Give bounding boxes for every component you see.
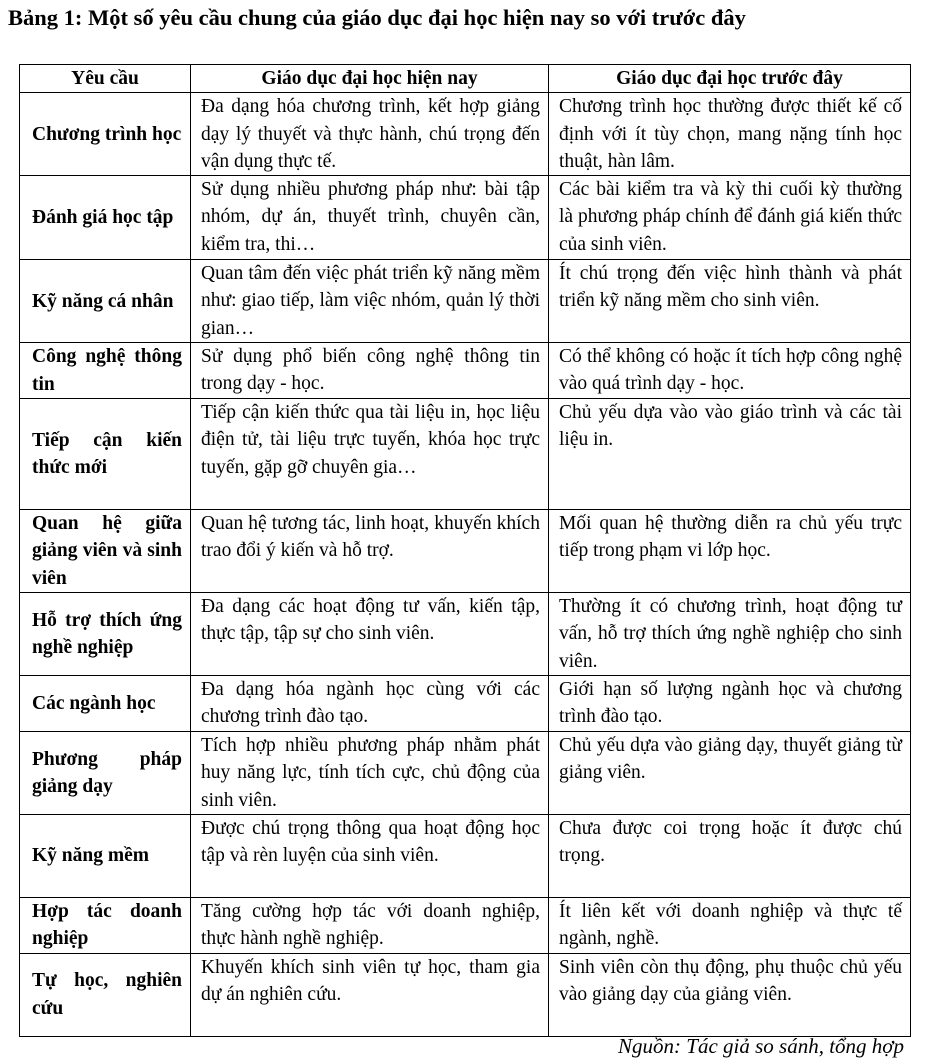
previous-cell: Có thể không có hoặc ít tích hợp công nghệ vào quá trình dạy - học. (549, 343, 911, 399)
current-cell: Đa dạng hóa chương trình, kết hợp giảng dạy lý thuyết và thực hành, chú trọng đến vận dụng thực tế. (191, 93, 549, 176)
table-row (20, 399, 911, 510)
previous-cell: Giới hạn số lượng ngành học và chương trình đào tạo. (549, 675, 911, 731)
table-row (20, 953, 911, 1036)
table-row (20, 675, 911, 731)
previous-cell: Sinh viên còn thụ động, phụ thuộc chủ yếu vào giảng dạy của giảng viên. (549, 953, 911, 1036)
current-cell: Sử dụng nhiều phương pháp như: bài tập nhóm, dự án, thuyết trình, chuyên cần, kiểm tra, thi… (191, 176, 549, 260)
table-row (20, 260, 911, 343)
table-row (20, 93, 911, 176)
previous-cell: Chưa được coi trọng hoặc ít được chú trọng. (549, 814, 911, 897)
current-cell: Quan tâm đến việc phát triển kỹ năng mềm như: giao tiếp, làm việc nhóm, quản lý thời gian… (191, 260, 549, 343)
requirement-cell: Hợp tác doanh nghiệp (20, 897, 191, 953)
requirement-cell: Quan hệ giữa giảng viên và sinh viên (20, 510, 191, 593)
previous-cell: Chủ yếu dựa vào giảng dạy, thuyết giảng từ giảng viên. (549, 731, 911, 814)
current-cell: Tăng cường hợp tác với doanh nghiệp, thực hành nghề nghiệp. (191, 897, 549, 953)
previous-cell: Chương trình học thường được thiết kế cố định với ít tùy chọn, mang nặng tính học thuật, hàn lâm. (549, 93, 911, 176)
table-title: Bảng 1: Một số yêu cầu chung của giáo dục đại học hiện nay so với trước đây (8, 5, 746, 30)
header-requirement: Yêu cầu (20, 65, 191, 93)
requirement-cell: Công nghệ thông tin (20, 343, 191, 399)
requirement-cell: Đánh giá học tập (20, 176, 191, 260)
current-cell: Đa dạng các hoạt động tư vấn, kiến tập, thực tập, tập sự cho sinh viên. (191, 593, 549, 676)
previous-cell: Mối quan hệ thường diễn ra chủ yếu trực tiếp trong phạm vi lớp học. (549, 510, 911, 593)
requirement-cell: Tiếp cận kiến thức mới (20, 399, 191, 510)
requirement-cell: Hỗ trợ thích ứng nghề nghiệp (20, 593, 191, 676)
requirement-cell: Tự học, nghiên cứu (20, 953, 191, 1036)
previous-cell: Các bài kiểm tra và kỳ thi cuối kỳ thường là phương pháp chính để đánh giá kiến thức của sinh viên. (549, 176, 911, 260)
current-cell: Sử dụng phổ biến công nghệ thông tin trong dạy - học. (191, 343, 549, 399)
table-row (20, 176, 911, 260)
source-note: Nguồn: Tác giả so sánh, tổng hợp (618, 1034, 904, 1058)
current-cell: Được chú trọng thông qua hoạt động học tập và rèn luyện của sinh viên. (191, 814, 549, 897)
table-row (20, 897, 911, 953)
table-row (20, 593, 911, 676)
previous-cell: Ít chú trọng đến việc hình thành và phát triển kỹ năng mềm cho sinh viên. (549, 260, 911, 343)
table-row (20, 343, 911, 399)
table-row (20, 510, 911, 593)
table-row (20, 814, 911, 897)
current-cell: Quan hệ tương tác, linh hoạt, khuyến khích trao đổi ý kiến và hỗ trợ. (191, 510, 549, 593)
requirement-cell: Phương pháp giảng dạy (20, 731, 191, 814)
header-previous: Giáo dục đại học trước đây (549, 65, 911, 93)
requirement-cell: Kỹ năng mềm (20, 814, 191, 897)
current-cell: Khuyến khích sinh viên tự học, tham gia dự án nghiên cứu. (191, 953, 549, 1036)
requirement-cell: Kỹ năng cá nhân (20, 260, 191, 343)
table-row (20, 731, 911, 814)
previous-cell: Chủ yếu dựa vào vào giáo trình và các tài liệu in. (549, 399, 911, 510)
header-current: Giáo dục đại học hiện nay (191, 65, 549, 93)
requirement-cell: Chương trình học (20, 93, 191, 176)
current-cell: Đa dạng hóa ngành học cùng với các chương trình đào tạo. (191, 675, 549, 731)
current-cell: Tích hợp nhiều phương pháp nhằm phát huy năng lực, tính tích cực, chủ động của sinh viên. (191, 731, 549, 814)
previous-cell: Ít liên kết với doanh nghiệp và thực tế ngành, nghề. (549, 897, 911, 953)
previous-cell: Thường ít có chương trình, hoạt động tư vấn, hỗ trợ thích ứng nghề nghiệp cho sinh viên. (549, 593, 911, 676)
requirement-cell: Các ngành học (20, 675, 191, 731)
table-header-row (20, 65, 911, 93)
current-cell: Tiếp cận kiến thức qua tài liệu in, học liệu điện tử, tài liệu trực tuyến, khóa học trực tuyến, gặp gỡ chuyên gia… (191, 399, 549, 510)
comparison-table (19, 64, 911, 1037)
